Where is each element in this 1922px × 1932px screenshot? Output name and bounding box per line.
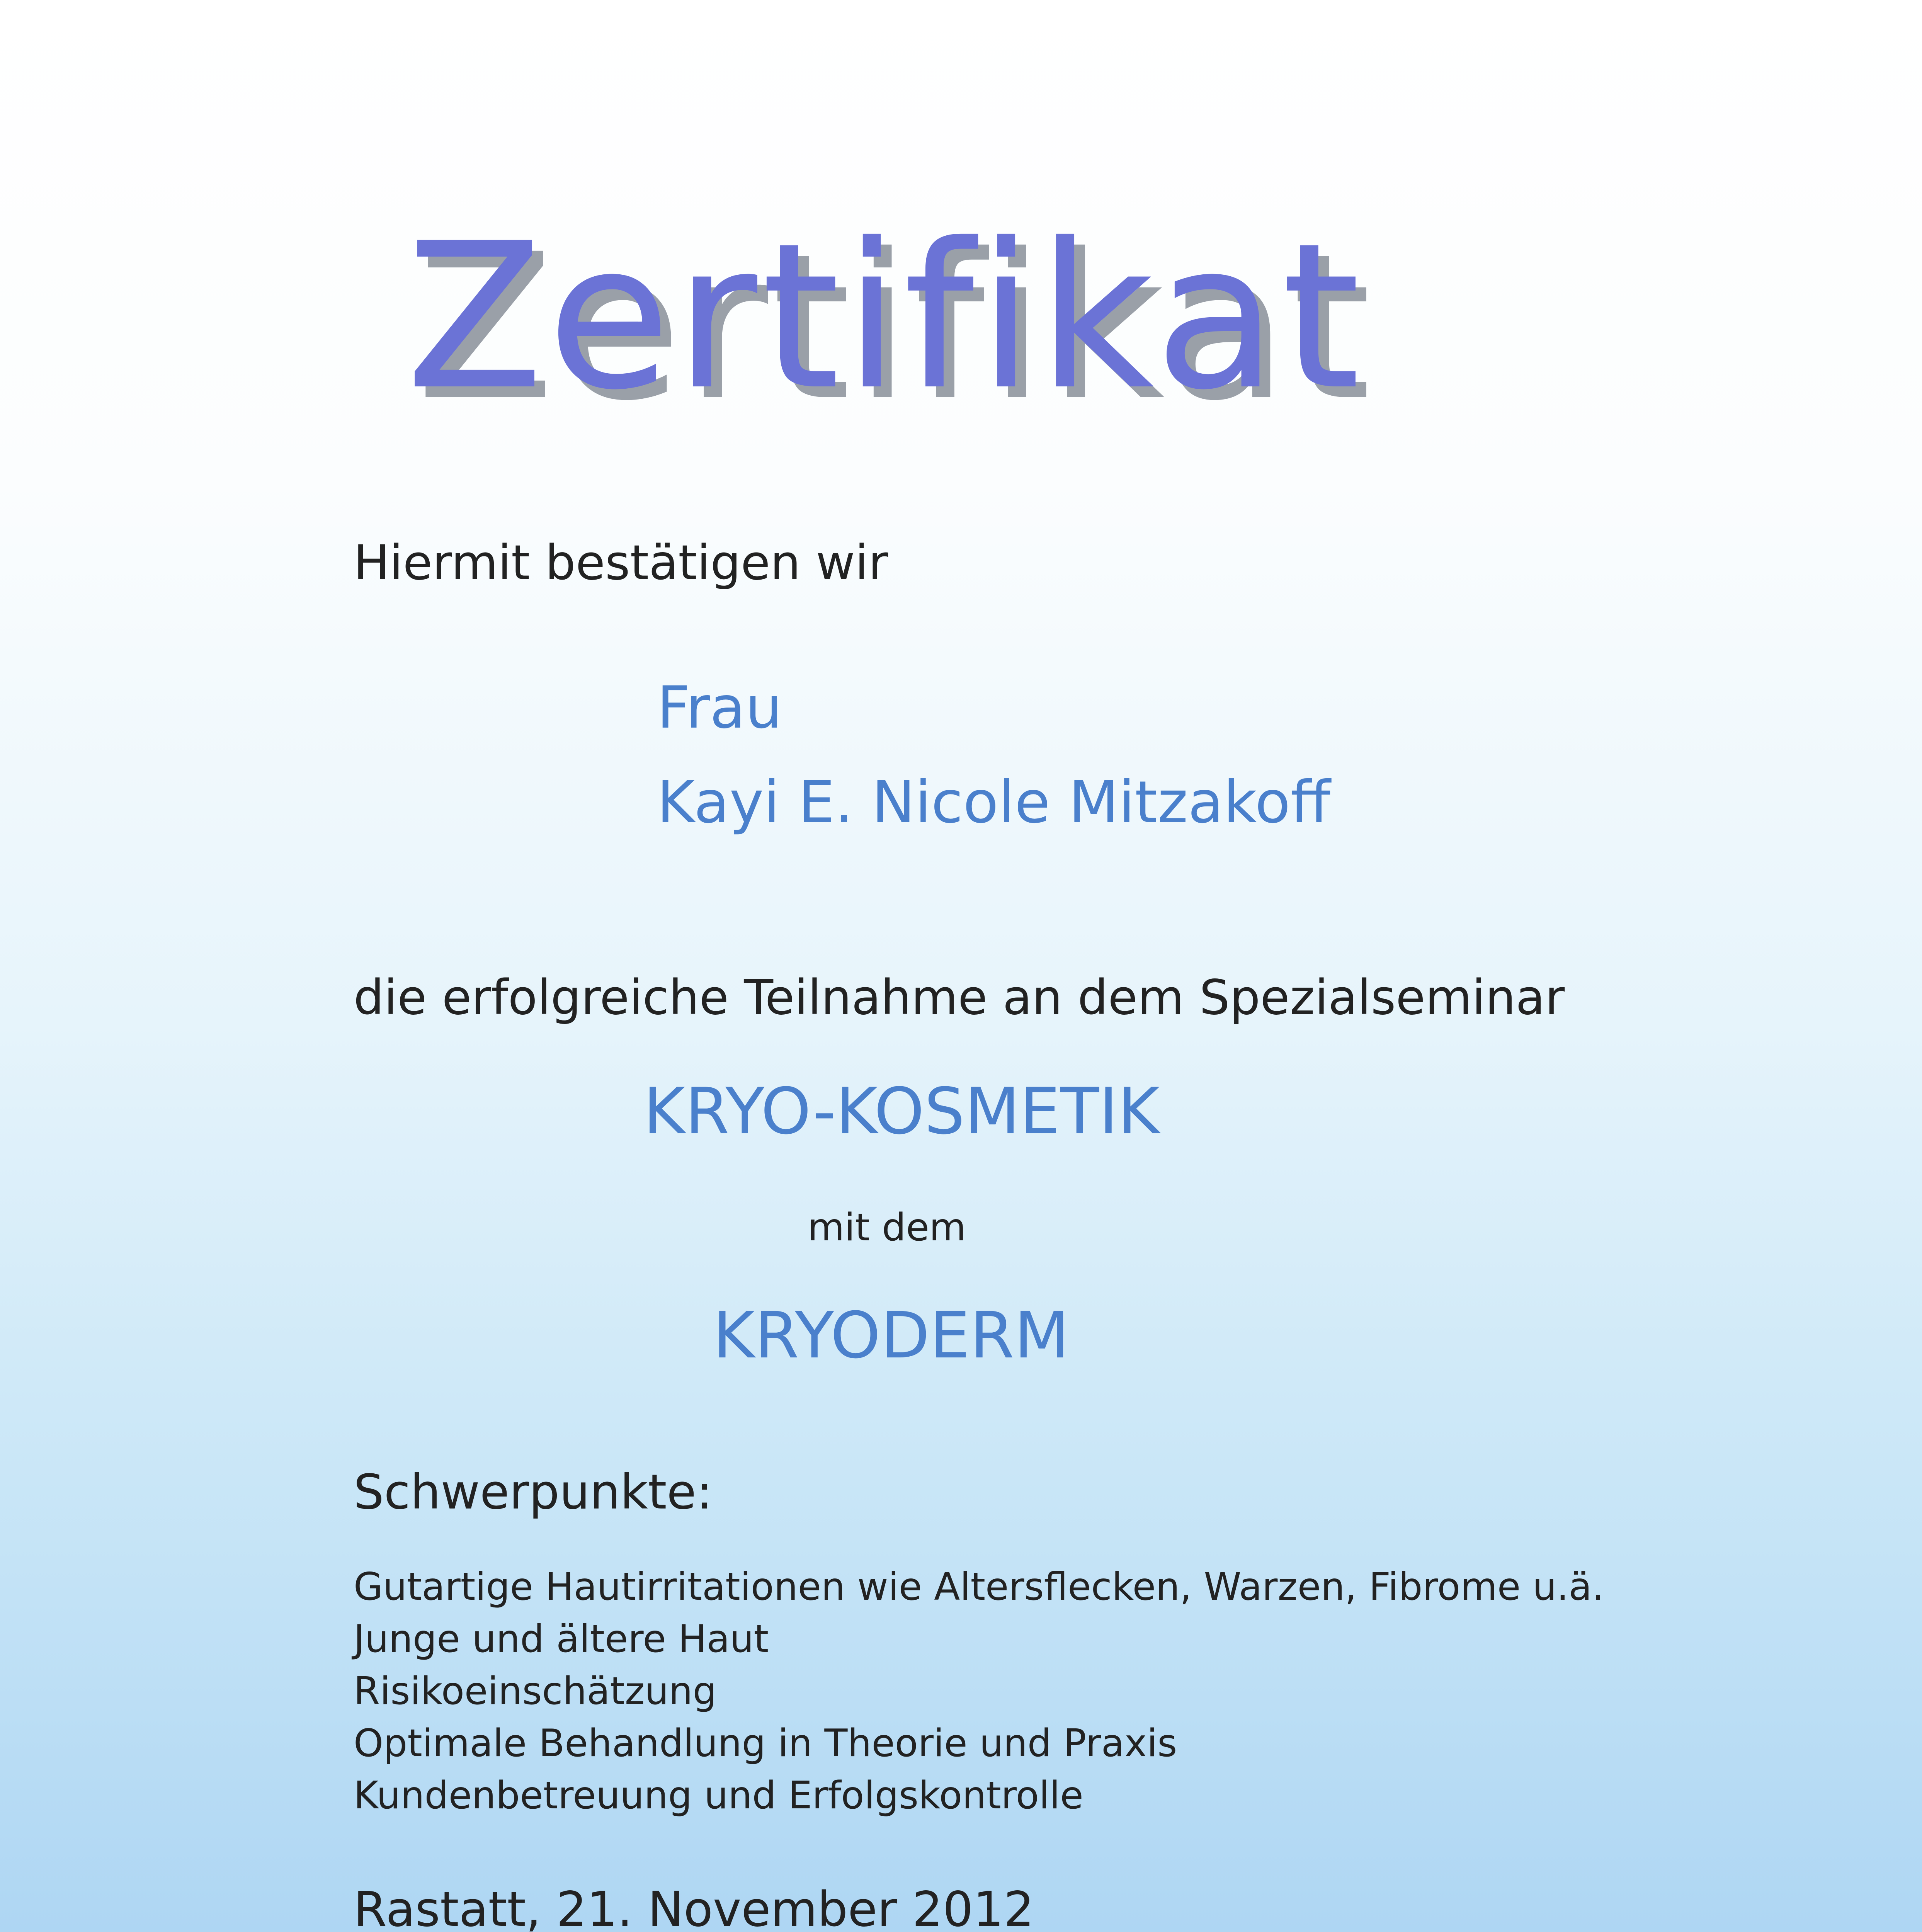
focus-heading: Schwerpunkte: [354,1464,713,1520]
focus-item: Gutartige Hautirritationen wie Altersflecken, Warzen, Fibrome u.ä. [354,1565,1604,1609]
device-title: KRYODERM [713,1298,1070,1372]
focus-item: Risikoeinschätzung [354,1669,717,1713]
focus-item: Kundenbetreuung und Erfolgskontrolle [354,1774,1083,1818]
intro-text: Hiermit bestätigen wir [354,535,888,591]
focus-item: Junge und ältere Haut [354,1617,769,1661]
seminar-title: KRYO-KOSMETIK [643,1074,1160,1148]
place-date: Rastatt, 21. November 2012 [354,1882,1034,1932]
connector-text: mit dem [808,1206,966,1250]
focus-item: Optimale Behandlung in Theorie und Praxis [354,1721,1177,1765]
recipient-salutation: Frau [657,674,782,742]
recipient-name: Kayi E. Nicole Mitzakoff [657,769,1330,836]
participation-text: die erfolgreiche Teilnahme an dem Spezialseminar [354,970,1565,1026]
certificate-title: Zertifikat [406,200,1364,434]
